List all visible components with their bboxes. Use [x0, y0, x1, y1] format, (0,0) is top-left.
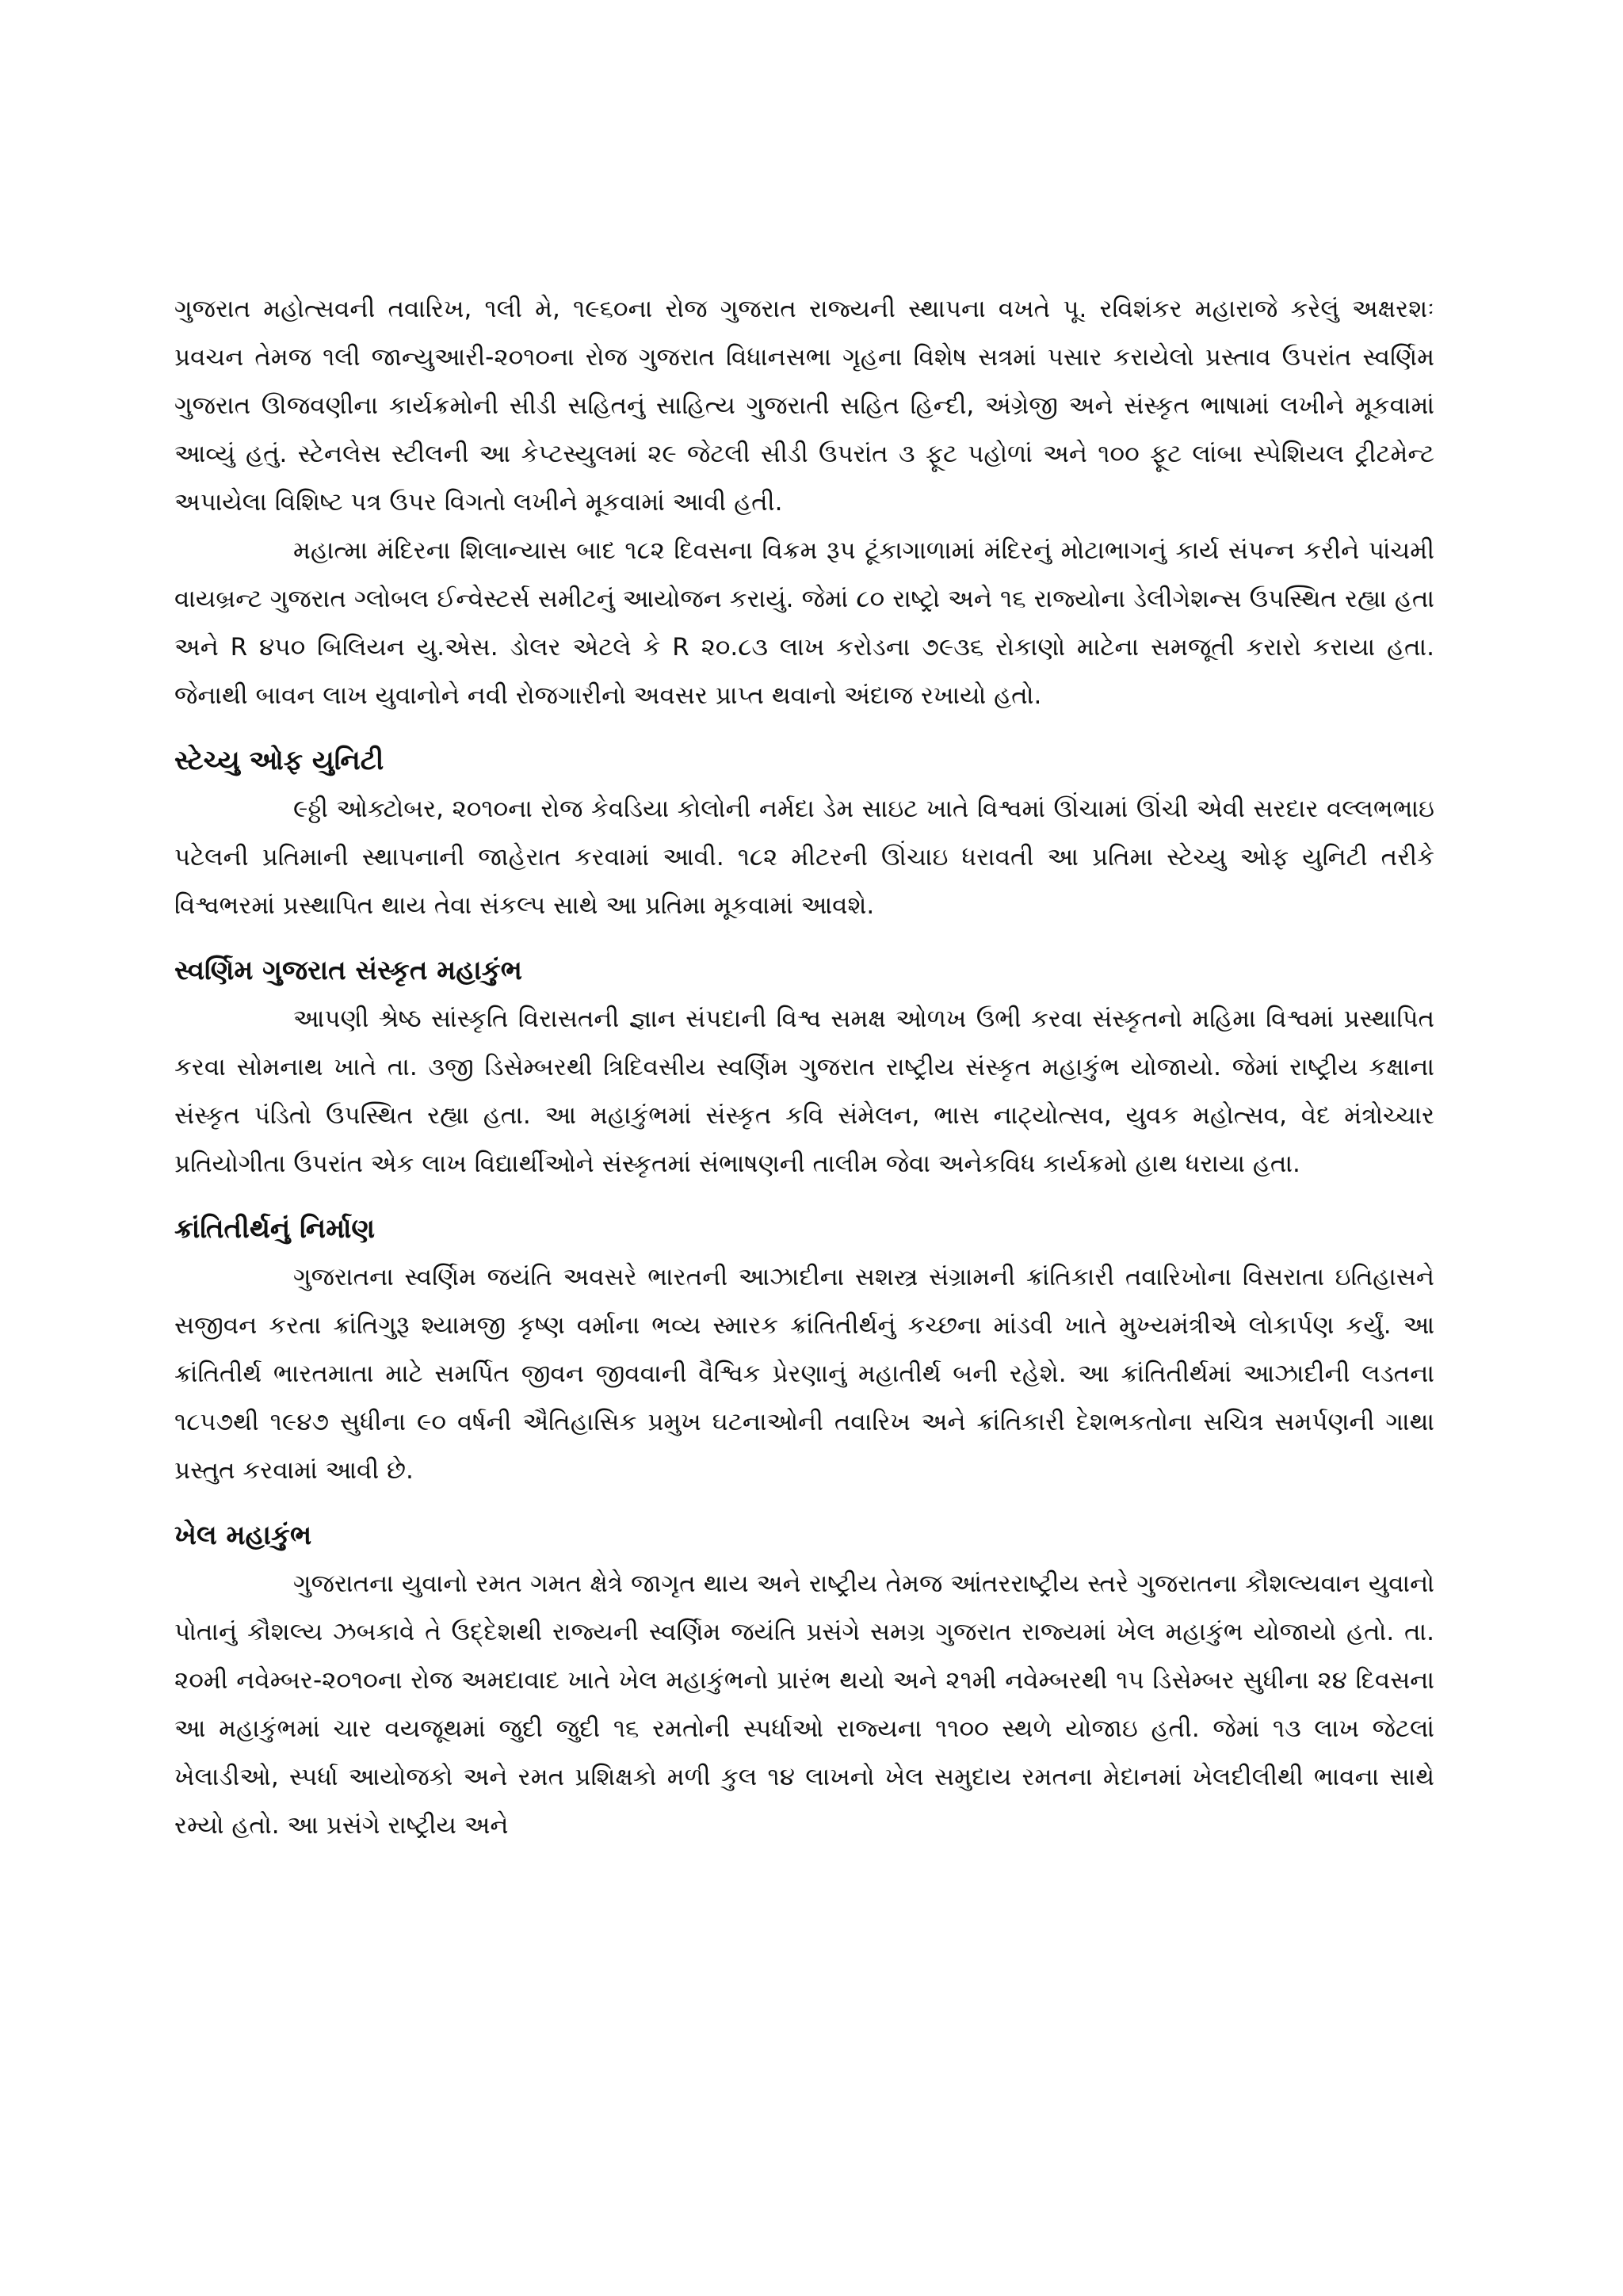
paragraph-krantitirth: ગુજરાતના સ્વર્ણિમ જયંતિ અવસરે ભારતની આઝાદીના સશસ્ત્ર સંગ્રામની ક્રાંતિકારી તવારિખોના વિસરાતા ઇતિહાસને સજીવન કરતા ક્રાંતિગુરૂ શ્યામજી કૃષ્ણ વર્માના ભવ્ય સ્મારક ક્રાંતિતીર્થનું કચ્છના માંડવી ખાતે મુખ્યમંત્રીએ લોકાર્પણ કર્યું. આ ક્રાંતિતીર્થ ભારતમાતા માટે સમર્પિત જીવન જીવવાની વૈશ્વિક પ્રેરણાનું મહાતીર્થ બની રહેશે. આ ક્રાંતિતીર્થમાં આઝાદીની લડતના ૧૮૫૭થી ૧૯૪૭ સુધીના ૯૦ વર્ષની ઐતિહાસિક પ્રમુખ ઘટનાઓની તવારિખ અને ક્રાંતિકારી દેશભકતોના સચિત્ર સમર્પણની ગાથા પ્રસ્તુત કરવામાં આવી છે. — [174, 1263, 1434, 1485]
section-heading-sanskrit-mahakumbh: સ્વર્ણિમ ગુજરાત સંસ્કૃત મહાકુંભ — [174, 955, 522, 986]
document-page — [174, 285, 1434, 1850]
section-heading-khel-mahakumbh: ખેલ મહાકુંભ — [174, 1520, 312, 1551]
paragraph-khel-mahakumbh: ગુજરાતના યુવાનો રમત ગમત ક્ષેત્રે જાગૃત થાય અને રાષ્ટ્રીય તેમજ આંતરરાષ્ટ્રીય સ્તરે ગુજરાતના કૌશલ્યવાન યુવાનો પોતાનું કૌશલ્ય ઝબકાવે તે ઉદ્દેશથી રાજ્યની સ્વર્ણિમ જયંતિ પ્રસંગે સમગ્ર ગુજરાત રાજ્યમાં ખેલ મહાકુંભ યોજાયો હતો. તા. ૨૦મી નવેમ્બર-૨૦૧૦ના રોજ અમદાવાદ ખાતે ખેલ મહાકુંભનો પ્રારંભ થયો અને ૨૧મી નવેમ્બરથી ૧૫ ડિસેમ્બર સુધીના ૨૪ દિવસના આ મહાકુંભમાં ચાર વયજૂથમાં જુદી જુદી ૧૬ રમતોની સ્પર્ધાઓ રાજ્યના ૧૧૦૦ સ્થળે યોજાઇ હતી. જેમાં ૧૩ લાખ જેટલાં ખેલાડીઓ, સ્પર્ધા આયોજકો અને રમત પ્રશિક્ષકો મળી કુલ ૧૪ લાખનો ખેલ સમુદાય રમતના મેદાનમાં ખેલદીલીથી ભાવના સાથે રમ્યો હતો. આ પ્રસંગે રાષ્ટ્રીય અને — [174, 1569, 1434, 1840]
section-heading-statue-of-unity: સ્ટેચ્યુ ઓફ યુનિટી — [174, 745, 384, 776]
paragraph-sanskrit-mahakumbh: આપણી શ્રેષ્ઠ સાંસ્કૃતિ વિરાસતની જ્ઞાન સંપદાની વિશ્વ સમક્ષ ઓળખ ઉભી કરવા સંસ્કૃતનો મહિમા વિશ્વમાં પ્રસ્થાપિત કરવા સોમનાથ ખાતે તા. ૩જી ડિસેમ્બરથી ત્રિદિવસીય સ્વર્ણિમ ગુજરાત રાષ્ટ્રીય સંસ્કૃત મહાકુંભ યોજાયો. જેમાં રાષ્ટ્રીય કક્ષાના સંસ્કૃત પંડિતો ઉપસ્થિત રહ્યા હતા. આ મહાકુંભમાં સંસ્કૃત કવિ સંમેલન, ભાસ નાટ્યોત્સવ, યુવક મહોત્સવ, વેદ મંત્રોચ્ચાર પ્રતિયોગીતા ઉપરાંત એક લાખ વિદ્યાર્થીઓને સંસ્કૃતમાં સંભાષણની તાલીમ જેવા અનેકવિધ કાર્યક્રમો હાથ ધરાયા હતા. — [174, 1005, 1434, 1178]
paragraph-statue-of-unity: ૯ઠ્ઠી ઓક્ટોબર, ૨૦૧૦ના રોજ કેવડિયા કોલોની નર્મદા ડેમ સાઇટ ખાતે વિશ્વમાં ઊંચામાં ઊંચી એવી સરદાર વલ્લભભાઇ પટેલની પ્રતિમાની સ્થાપનાની જાહેરાત કરવામાં આવી. ૧૮૨ મીટરની ઊંચાઇ ધરાવતી આ પ્રતિમા સ્ટેચ્યુ ઓફ યુનિટી તરીકે વિશ્વભરમાં પ્રસ્થાપિત થાય તેવા સંકલ્પ સાથે આ પ્રતિમા મૂકવામાં આવશે. — [174, 795, 1434, 920]
section-heading-krantitirth: ક્રાંતિતીર્થનું નિર્માણ — [174, 1213, 376, 1245]
paragraph-intro-2: મહાત્મા મંદિરના શિલાન્યાસ બાદ ૧૮૨ દિવસના વિક્રમ રૂપ ટૂંકાગાળામાં મંદિરનું મોટાભાગનું કાર્ય સંપન્ન કરીને પાંચમી વાયબ્રન્ટ ગુજરાત ગ્લોબલ ઈન્વેસ્ટર્સ સમીટનું આયોજન કરાયું. જેમાં ૮૦ રાષ્ટ્રો અને ૧૬ રાજ્યોના ડેલીગેશન્સ ઉપસ્થિત રહ્યા હતા અને R ૪૫૦ બિલિયન યુ.એસ. ડોલર એટલે કે R ૨૦.૮૩ લાખ કરોડના ૭૯૩૬ રોકાણો માટેના સમજૂતી કરારો કરાયા હતા. જેનાથી બાવન લાખ યુવાનોને નવી રોજગારીનો અવસર પ્રાપ્ત થવાનો અંદાજ રખાયો હતો. — [174, 536, 1434, 710]
paragraph-intro-1: ગુજરાત મહોત્સવની તવારિખ, ૧લી મે, ૧૯૬૦ના રોજ ગુજરાત રાજ્યની સ્થાપના વખતે પૂ. રવિશંકર મહારાજે કરેલું અક્ષરશઃ પ્રવચન તેમજ ૧લી જાન્યુઆરી-૨૦૧૦ના રોજ ગુજરાત વિધાનસભા ગૃહના વિશેષ સત્રમાં પસાર કરાયેલો પ્રસ્તાવ ઉપરાંત સ્વર્ણિમ ગુજરાત ઊજવણીના કાર્યક્રમોની સીડી સહિતનું સાહિત્ય ગુજરાતી સહિત હિન્દી, અંગ્રેજી અને સંસ્કૃત ભાષામાં લખીને મૂકવામાં આવ્યું હતું. સ્ટેનલેસ સ્ટીલની આ કેપ્ટસ્યુલમાં ૨૯ જેટલી સીડી ઉપરાંત ૩ ફૂટ પહોળાં અને ૧૦૦ ફૂટ લાંબા સ્પેશિયલ ટ્રીટમેન્ટ અપાયેલા વિશિષ્ટ પત્ર ઉપર વિગતો લખીને મૂકવામાં આવી હતી. — [174, 295, 1434, 517]
